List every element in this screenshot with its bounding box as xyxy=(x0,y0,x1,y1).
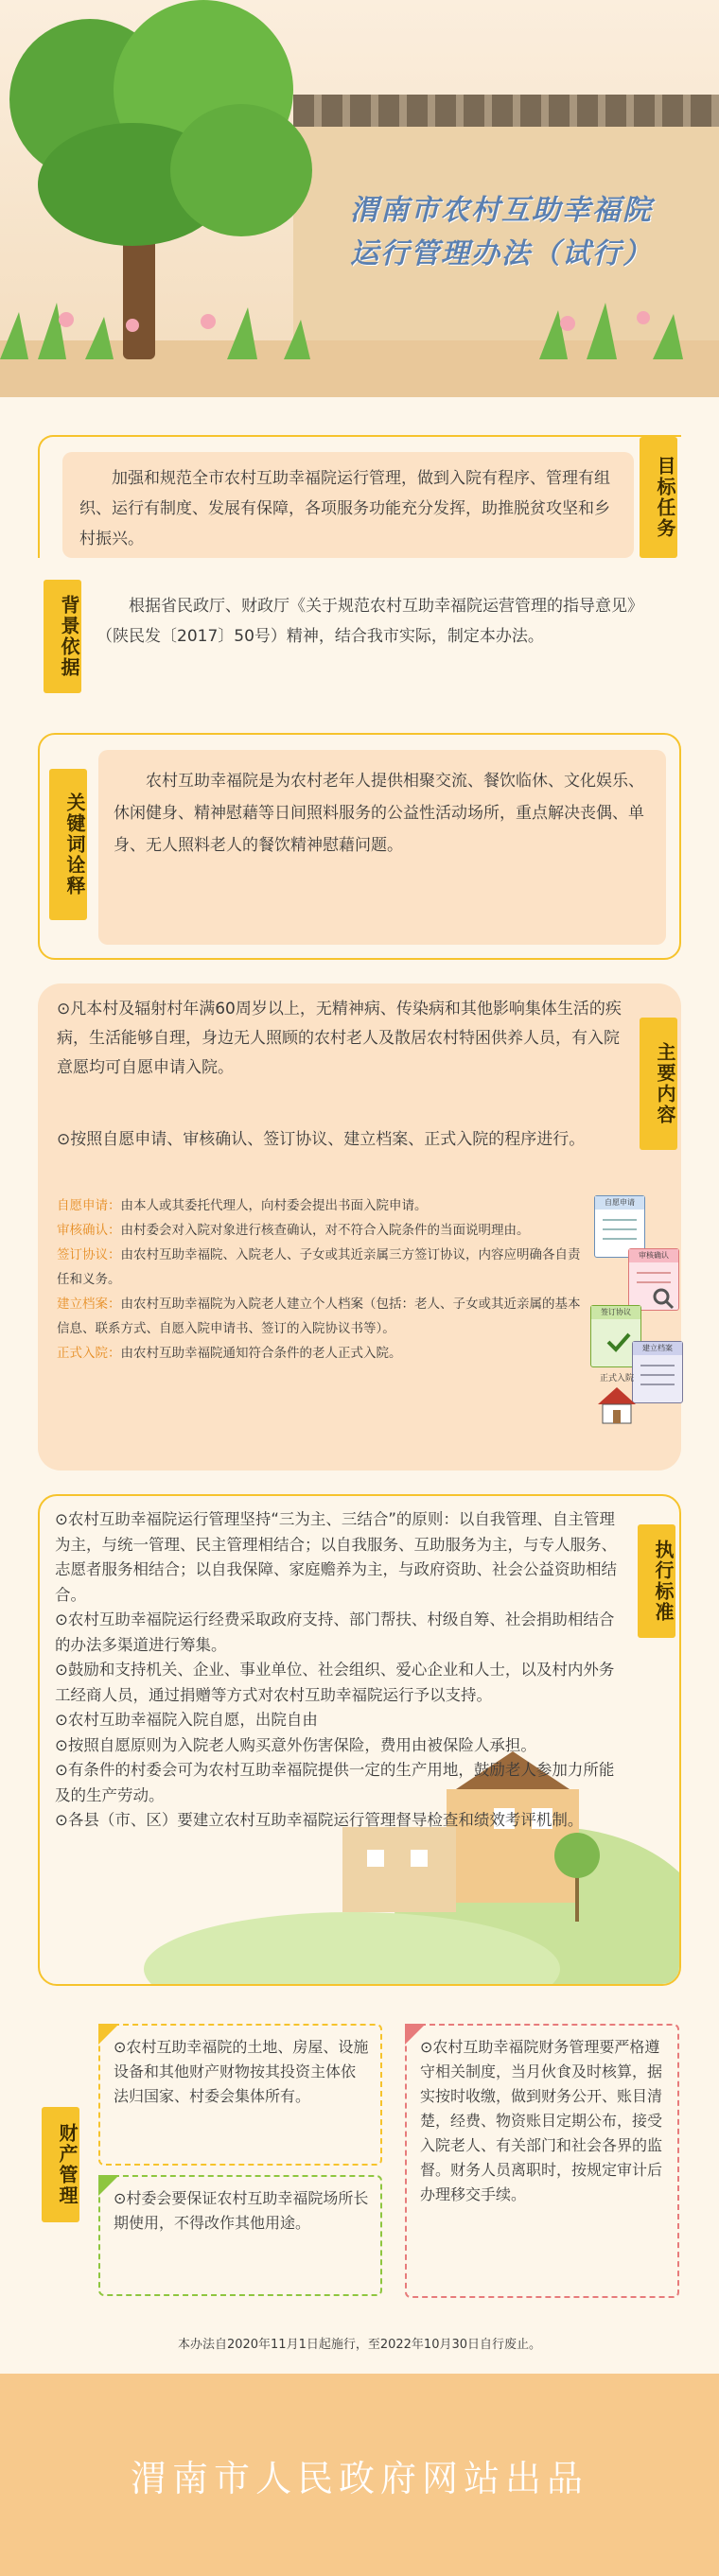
process-steps xyxy=(57,1193,587,1366)
step-label: 签订协议： xyxy=(57,1247,121,1262)
step-text: 由农村互助幸福院为入院老人建立个人档案（包括：老人、子女或其近亲属的基本信息、联系方式、自愿入院申请书、签订的入院协议书等）。 xyxy=(57,1297,581,1336)
content-section xyxy=(38,983,681,1471)
standard-item: ⊙农村互助幸福院入院自愿，出院自由 xyxy=(55,1711,318,1729)
file-doc-label: 建立档案 xyxy=(633,1342,682,1355)
step-sign xyxy=(57,1243,587,1292)
goal-tag: 目标任务 xyxy=(640,437,677,558)
step-label: 审核确认： xyxy=(57,1223,121,1238)
card-corner xyxy=(405,2024,426,2045)
card-corner xyxy=(98,2175,119,2196)
standard-item: ⊙农村互助幸福院运行经费采取政府支持、部门帮扶、村级自筹、社会捐助相结合的办法多渠道进行筹集。 xyxy=(55,1610,615,1654)
file-doc-icon xyxy=(632,1341,683,1403)
wall-roof-tiles xyxy=(293,95,719,127)
step-text: 由农村互助幸福院通知符合条件的老人正式入院。 xyxy=(120,1346,402,1361)
page-title xyxy=(350,189,700,276)
step-file xyxy=(57,1292,587,1341)
card-corner xyxy=(98,2024,119,2045)
property-card-text: ⊙农村互助幸福院财务管理要严格遵守相关制度，当月伙食及时核算，据实按时收缴，做到财务公开、账目清楚，经费、物资账目定期公布，接受入院老人、有关部门和社会各界的监督。财务人员离职时，按规定审计后办理移交手续。 xyxy=(420,2038,663,2203)
keywords-section xyxy=(38,733,681,960)
review-doc-label: 审核确认 xyxy=(629,1249,678,1262)
goal-text: 加强和规范全市农村互助幸福院运行管理，做到入院有程序、管理有组织、运行有制度、发展有保障，各项服务功能充分发挥，助推脱贫攻坚和乡村振兴。 xyxy=(79,469,610,548)
sign-doc-label: 签订协议 xyxy=(591,1306,640,1319)
review-doc-icon xyxy=(628,1248,679,1311)
basis-section xyxy=(38,572,681,719)
content-paragraph-2: ⊙按照自愿申请、审核确认、签订协议、建立档案、正式入院的程序进行。 xyxy=(57,1130,586,1149)
goal-panel xyxy=(62,452,634,558)
title-line-1: 渭南市农村互助幸福院 xyxy=(350,194,653,227)
standard-item: ⊙农村互助幸福院运行管理坚持“三为主、三结合”的原则：以自我管理、自主管理为主，与统一管理、民主管理相结合；以自我服务、互助服务为主，与专人服务、志愿者服务相结合；以自我保障、家庭赡养为主，与政府资助、社会公益资助相结合。 xyxy=(55,1510,617,1604)
content-tag: 主要内容 xyxy=(640,1018,677,1150)
basis-tag: 背景依据 xyxy=(44,580,81,693)
tree-crown xyxy=(170,104,312,236)
standard-tag: 执行标准 xyxy=(638,1524,675,1638)
effective-date-note: 本办法自2020年11月1日起施行，至2022年10月30日自行废止。 xyxy=(177,2338,542,2352)
header-banner xyxy=(0,0,719,397)
property-card-usage xyxy=(98,2175,382,2296)
standard-item: ⊙鼓励和支持机关、企业、事业单位、社会组织、爱心企业和人士，以及村内外务工经商人员，通过捐赠等方式对农村互助幸福院运行予以支持。 xyxy=(55,1661,615,1704)
step-label: 建立档案： xyxy=(57,1297,121,1312)
property-card-text: ⊙村委会要保证农村互助幸福院场所长期使用，不得改作其他用途。 xyxy=(114,2189,369,2232)
keywords-text: 农村互助幸福院是为农村老年人提供相聚交流、餐饮临休、文化娱乐、休闲健身、精神慰藉等日间照料服务的公益性活动场所，重点解决丧偶、单身、无人照料老人的餐饮精神慰藉问题。 xyxy=(114,772,644,855)
enter-house-icon xyxy=(594,1371,640,1426)
step-enter xyxy=(57,1341,587,1366)
footer-text: 渭南市人民政府网站出品 xyxy=(130,2458,588,2499)
property-card-text: ⊙农村互助幸福院的土地、房屋、设施设备和其他财产财物按其投资主体依法归国家、村委会集体所有。 xyxy=(114,2038,369,2105)
standard-item: ⊙按照自愿原则为入院老人购买意外伤害保险，费用由被保险人承担。 xyxy=(55,1735,536,1754)
standard-item: ⊙有条件的村委会可为农村互助幸福院提供一定的生产用地，鼓励老人参加力所能及的生产劳动。 xyxy=(55,1761,615,1804)
property-tag: 财产管理 xyxy=(42,2107,79,2222)
step-text: 由本人或其委托代理人，向村委会提出书面入院申请。 xyxy=(120,1198,428,1213)
grass-flowers xyxy=(0,303,719,359)
magnifier-icon xyxy=(652,1287,675,1310)
step-review xyxy=(57,1218,587,1243)
title-line-2: 运行管理办法（试行） xyxy=(350,237,653,270)
property-card-finance xyxy=(405,2024,679,2298)
standard-list xyxy=(55,1507,623,1834)
keywords-tag: 关键词诠释 xyxy=(49,769,87,920)
step-apply xyxy=(57,1193,587,1218)
basis-text: 根据省民政厅、财政厅《关于规范农村互助幸福院运营管理的指导意见》（陕民发〔2017〕50号）精神，结合我市实际，制定本办法。 xyxy=(96,597,643,646)
check-icon xyxy=(605,1329,631,1355)
standard-item: ⊙各县（市、区）要建立农村互助幸福院运行管理督导检查和绩效考评机制。 xyxy=(55,1811,584,1829)
apply-doc-label: 自愿申请 xyxy=(595,1196,644,1210)
goal-section xyxy=(38,435,681,558)
step-label: 自愿申请： xyxy=(57,1198,121,1213)
step-text: 由农村互助幸福院、入院老人、子女或其近亲属三方签订协议，内容应明确各自责任和义务。 xyxy=(57,1247,581,1287)
property-section xyxy=(38,2014,681,2317)
step-text: 由村委会对入院对象进行核查确认，对不符合入院条件的当面说明理由。 xyxy=(120,1223,530,1238)
standard-section xyxy=(38,1494,681,1986)
house-icon xyxy=(594,1384,640,1425)
enter-house-label: 正式入院 xyxy=(599,1374,634,1384)
keywords-panel xyxy=(98,750,666,945)
footer-banner xyxy=(0,2374,719,2576)
property-card-ownership xyxy=(98,2024,382,2166)
content-paragraph-1: ⊙凡本村及辐射村年满60周岁以上，无精神病、传染病和其他影响集体生活的疾病，生活能够自理，身边无人照顾的农村老人及散居农村特困供养人员，有入院意愿均可自愿申请入院。 xyxy=(57,1000,622,1077)
step-label: 正式入院： xyxy=(57,1346,121,1361)
basis-panel xyxy=(87,591,655,652)
